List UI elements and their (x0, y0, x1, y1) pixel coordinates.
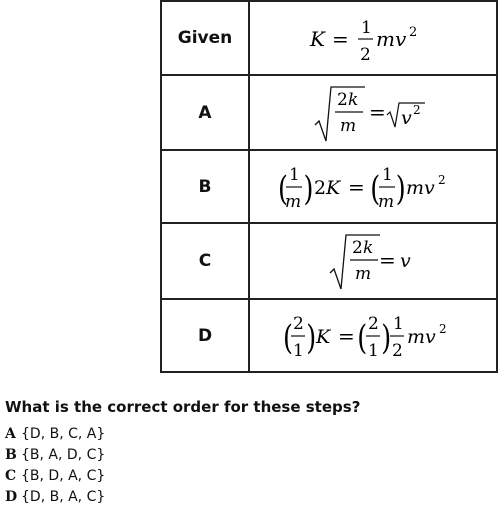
svg-text:1: 1 (361, 18, 372, 38)
svg-text:v: v (400, 250, 411, 272)
svg-text:2: 2 (409, 25, 418, 40)
equation-a (249, 75, 497, 150)
choice-letter: C (5, 467, 17, 484)
svg-text:mv: mv (406, 176, 435, 199)
svg-text:2: 2 (413, 102, 421, 117)
choice-text: {D, B, C, A} (21, 425, 106, 442)
svg-text:1: 1 (382, 164, 393, 185)
equation-d (249, 299, 497, 372)
svg-text:2: 2 (392, 340, 403, 361)
svg-text:=: = (379, 248, 396, 272)
svg-text:mv: mv (376, 27, 407, 51)
steps-table (160, 0, 498, 373)
choice-text: {B, D, A, C} (21, 467, 106, 484)
choice-text: {B, A, D, C} (21, 446, 106, 463)
svg-text:): ) (381, 317, 392, 358)
equation-c (249, 223, 497, 299)
equation-b (249, 150, 497, 223)
svg-text:2: 2 (337, 89, 348, 110)
svg-text:=: = (369, 99, 386, 124)
row-label: D (161, 299, 249, 372)
table-row (161, 299, 497, 372)
table-row (161, 150, 497, 223)
svg-text:1: 1 (293, 340, 304, 361)
svg-text:2: 2 (438, 172, 446, 187)
choice-letter: D (5, 488, 18, 505)
choice-letter: A (5, 425, 16, 442)
equation-given-math (308, 8, 438, 68)
choice-c[interactable] (5, 465, 105, 486)
table-row (161, 223, 497, 299)
svg-text:2: 2 (368, 313, 379, 334)
answer-choices (5, 423, 105, 507)
svg-text:=: = (338, 323, 355, 348)
choice-d[interactable] (5, 486, 105, 507)
svg-text:K: K (326, 176, 341, 199)
svg-text:2: 2 (360, 45, 371, 65)
choice-b[interactable] (5, 444, 105, 465)
svg-text:(: ( (370, 168, 381, 209)
table-row (161, 1, 497, 75)
svg-text:2: 2 (352, 238, 363, 258)
equation-d-math (283, 305, 463, 367)
row-label: Given (161, 1, 249, 75)
row-label: A (161, 75, 249, 150)
question-text: What is the correct order for these steps? (5, 398, 361, 416)
equation-given (249, 1, 497, 75)
svg-text:=: = (348, 174, 365, 199)
svg-text:v: v (401, 106, 412, 129)
row-label: C (161, 223, 249, 299)
equation-a-math (313, 81, 433, 145)
svg-text:m: m (378, 191, 395, 212)
svg-text:2: 2 (314, 176, 327, 199)
svg-text:m: m (340, 115, 357, 136)
svg-text:): ) (306, 317, 317, 358)
equation-b-math (278, 156, 468, 218)
choice-a[interactable] (5, 423, 105, 444)
svg-text:2: 2 (293, 313, 304, 334)
svg-text:(: ( (283, 317, 293, 358)
svg-text:1: 1 (368, 340, 379, 361)
table-row (161, 75, 497, 150)
equation-c-math (328, 229, 418, 293)
svg-text:(: ( (357, 317, 368, 358)
svg-text:(: ( (278, 168, 288, 209)
svg-text:1: 1 (393, 313, 404, 334)
svg-text:K: K (316, 325, 331, 348)
svg-text:m: m (285, 191, 302, 212)
svg-text:1: 1 (289, 164, 300, 185)
row-label: B (161, 150, 249, 223)
svg-text:mv: mv (407, 325, 436, 348)
svg-text:K: K (310, 27, 325, 51)
svg-text:): ) (303, 168, 314, 209)
svg-text:): ) (395, 168, 406, 209)
svg-text:k: k (363, 238, 374, 258)
svg-text:2: 2 (439, 321, 447, 336)
svg-text:m: m (355, 264, 372, 284)
choice-letter: B (5, 446, 17, 463)
svg-text:k: k (348, 89, 359, 110)
choice-text: {D, B, A, C} (21, 488, 106, 505)
svg-text:=: = (332, 27, 349, 51)
